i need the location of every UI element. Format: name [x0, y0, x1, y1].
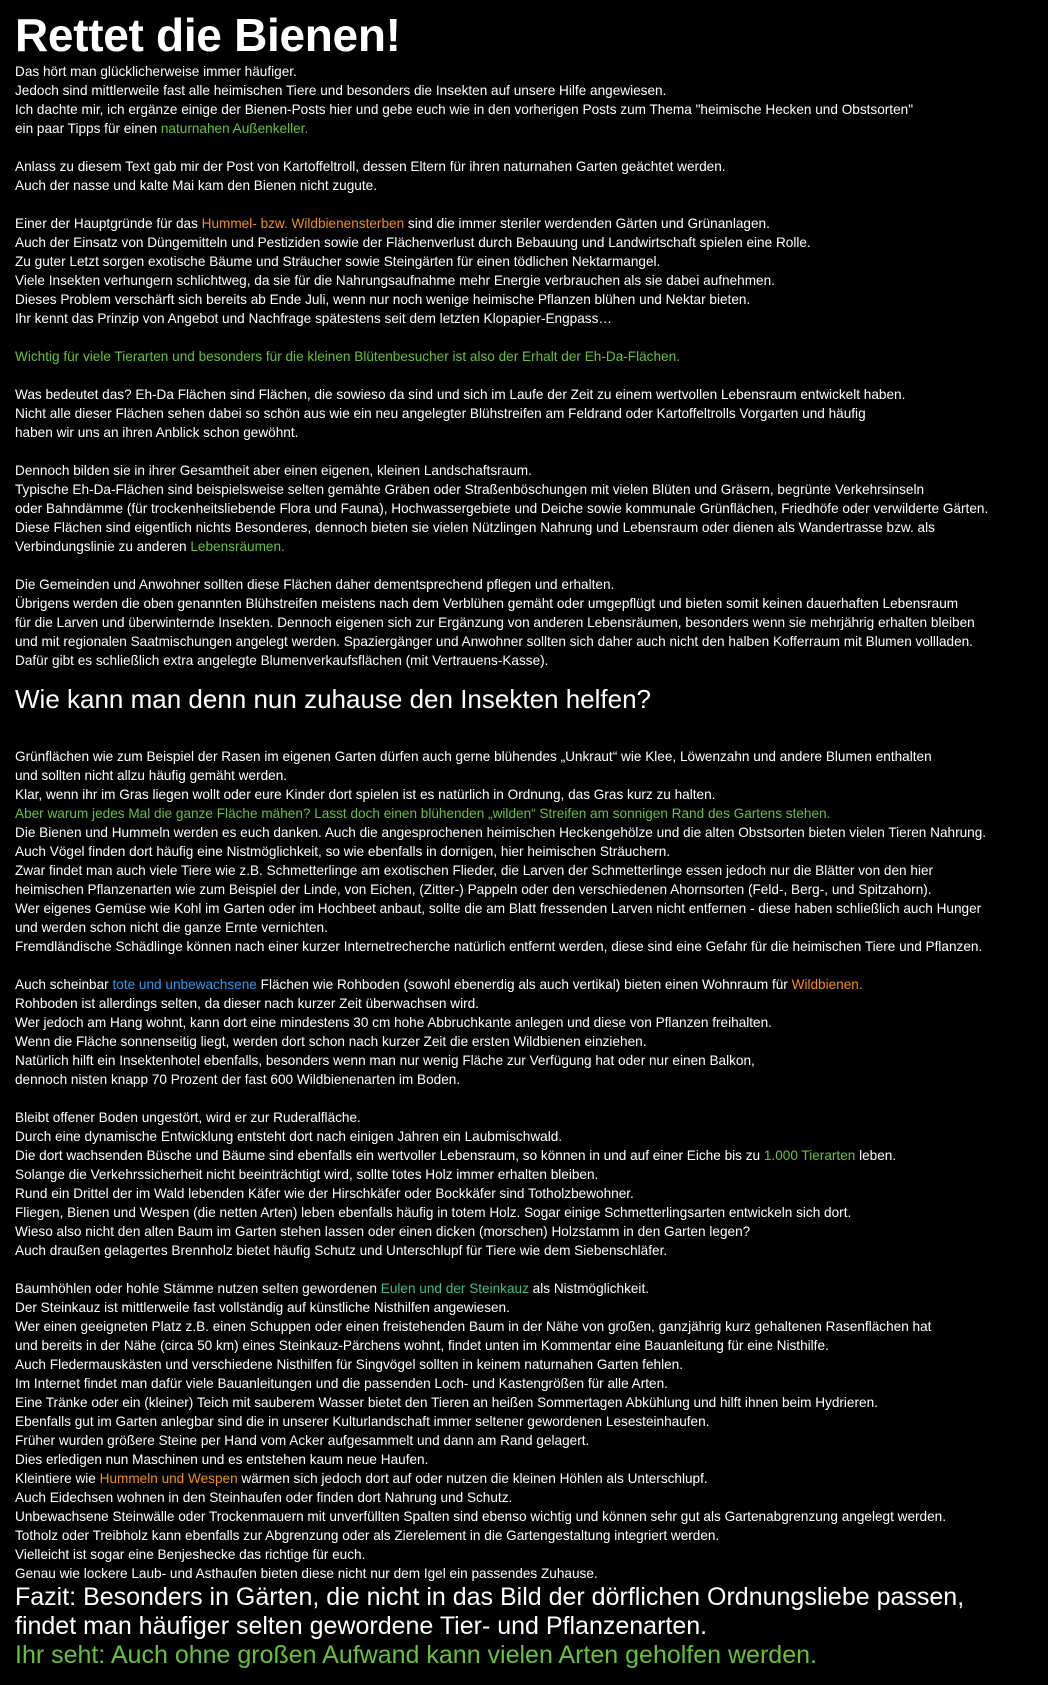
fazit-line: findet man häufiger selten gewordene Tier- und Pflanzenarten. [15, 1612, 708, 1640]
text-line: Anlass zu diesem Text gab mir der Post von Kartoffeltroll, dessen Eltern für ihren naturnahen Garten geächtet werden. [15, 159, 726, 174]
fazit [15, 1583, 1033, 1670]
text-span: Die dort wachsenden Büsche und Bäume sind ebenfalls ein wertvoller Lebensraum, so können in und auf einer Eiche bis zu [15, 1148, 764, 1163]
text-line: Früher wurden größere Steine per Hand vom Acker aufgesammelt und dann am Rand gelagert. [15, 1433, 590, 1448]
text-line [15, 1279, 1033, 1298]
text-line: Dennoch bilden sie in ihrer Gesamtheit aber einen eigenen, kleinen Landschaftsraum. [15, 463, 532, 478]
text-line: für die Larven und überwinternde Insekten. Dennoch eigenen sich zur Ergänzung von anderen Lebensräumen, besonders wenn sie mehrjährig erhalten bleiben [15, 615, 975, 630]
link-tote-unbewachsene[interactable]: tote und unbewachsene [112, 977, 257, 992]
paragraph-landschaftsraum [15, 461, 1033, 556]
text-line: Durch eine dynamische Entwicklung entsteht dort nach einigen Jahren ein Laubmischwald. [15, 1129, 563, 1144]
text-line: und werden schon nicht die ganze Ernte vernichten. [15, 920, 328, 935]
text-line: Ebenfalls gut im Garten anlegbar sind die in unserer Kulturlandschaft immer seltener gewordenen Lesesteinhaufen. [15, 1414, 710, 1429]
text-line: Das hört man glücklicherweise immer häufiger. [15, 64, 297, 79]
intro-paragraph [15, 62, 1033, 138]
text-line: Bleibt offener Boden ungestört, wird er zur Ruderalfläche. [15, 1110, 361, 1125]
text-line: Übrigens werden die oben genannten Blühstreifen meistens nach dem Verblühen gemäht oder umgepflügt und bieten somit keinen dauerhaften Lebensraum [15, 596, 959, 611]
link-wildbienen[interactable]: Wildbienen. [791, 977, 863, 992]
text-line [15, 537, 1033, 556]
text-line [15, 975, 1033, 994]
highlight-line: Wichtig für viele Tierarten und besonders für die kleinen Blütenbesucher ist also der Erhalt der Eh-Da-Flächen. [15, 349, 680, 364]
section-heading: Wie kann man denn nun zuhause den Insekten helfen? [15, 684, 652, 714]
text-line: oder Bahndämme (für trockenheitsliebende Flora und Fauna), Hochwassergebiete und Deiche sowie kommunale Grünflächen, Friedhöfe oder verwilderte Gärten. [15, 501, 989, 516]
link-naturnahen-aussenkeller[interactable]: naturnahen Außenkeller. [160, 121, 309, 136]
link-eulen-steinkauz[interactable]: Eulen und der Steinkauz [380, 1281, 529, 1296]
paragraph-gemeinden [15, 575, 1033, 670]
text-span: Baumhöhlen oder hohle Stämme nutzen selten gewordenen [15, 1281, 381, 1296]
text-line: Auch Eidechsen wohnen in den Steinhaufen oder finden dort Nahrung und Schutz. [15, 1490, 513, 1505]
paragraph-hauptgruende [15, 214, 1033, 328]
text-line: und sollten nicht allzu häufig gemäht werden. [15, 768, 288, 783]
paragraph-baumhoehlen [15, 1279, 1033, 1583]
text-line [15, 214, 1033, 233]
link-hummeln-wespen[interactable]: Hummeln und Wespen [99, 1471, 238, 1486]
text-line: Klar, wenn ihr im Gras liegen wollt oder eure Kinder dort spielen ist es natürlich in Ordnung, das Gras kurz zu halten. [15, 787, 716, 802]
text-line: Auch der nasse und kalte Mai kam den Bienen nicht zugute. [15, 178, 377, 193]
text-line: Natürlich hilft ein Insektenhotel ebenfalls, besonders wenn man nur wenig Fläche zur Verfügung hat oder nur einen Balkon, [15, 1053, 755, 1068]
text-line: Eine Tränke oder ein (kleiner) Teich mit sauberem Wasser bietet den Tieren an heißen Sommertagen Abkühlung und hilft ihnen beim Hydrieren. [15, 1395, 878, 1410]
text-line: Ich dachte mir, ich ergänze einige der Bienen-Posts hier und gebe euch wie in den vorherigen Posts zum Thema "heimische Hecken und Obstsorten" [15, 102, 914, 117]
text-line [15, 1146, 1033, 1165]
text-line: Dafür gibt es schließlich extra angelegte Blumenverkaufsflächen (mit Vertrauens-Kasse). [15, 653, 549, 668]
text-line: Die Bienen und Hummeln werden es euch danken. Auch die angesprochenen heimischen Heckengehölze und die alten Obstsorten bieten vielen Tieren Nahrung. [15, 825, 987, 840]
text-line: Fremdländische Schädlinge können nach einer kurzer Internetrecherche natürlich entfernt werden, diese sind eine Gefahr für die heimischen Tiere und Pflanzen. [15, 939, 983, 954]
text-line: Unbewachsene Steinwälle oder Trockenmauern mit unverfüllten Spalten sind ebenso wichtig und können sehr gut als Gartenabgrenzung angelegt werden. [15, 1509, 946, 1524]
text-line: Die Gemeinden und Anwohner sollten diese Flächen daher dementsprechend pflegen und erhalten. [15, 577, 615, 592]
text-line: Grünflächen wie zum Beispiel der Rasen im eigenen Garten dürfen auch gerne blühendes „Unkraut“ wie Klee, Löwenzahn und andere Blumen enthalten [15, 749, 932, 764]
text-line: Wieso also nicht den alten Baum im Garten stehen lassen oder einen dicken (morschen) Holzstamm in den Garten legen? [15, 1224, 751, 1239]
text-span: Verbindungslinie zu anderen [15, 539, 191, 554]
text-line: und mit regionalen Saatmischungen angelegt werden. Spaziergänger und Anwohner sollten sich daher auch nicht den halben Kofferraum mit Blumen vollladen. [15, 634, 973, 649]
paragraph-rohboden [15, 975, 1033, 1089]
fazit-line: Fazit: Besonders in Gärten, die nicht in das Bild der dörflichen Ordnungsliebe passen, [15, 1583, 965, 1611]
text-line [15, 1469, 1033, 1488]
text-line: Zwar findet man auch viele Tiere wie z.B. Schmetterlinge am exotischen Flieder, die Larven der Schmetterlinge essen jedoch nur die Blätter von den hier [15, 863, 934, 878]
text-line: Dieses Problem verschärft sich bereits ab Ende Juli, wenn nur noch wenige heimische Pflanzen blühen und Nektar bieten. [15, 292, 751, 307]
link-1000-tierarten[interactable]: 1.000 Tierarten [763, 1148, 856, 1163]
text-line [15, 119, 1033, 138]
text-span: Einer der Hauptgründe für das [15, 216, 202, 231]
text-span: Flächen wie Rohboden (sowohl ebenerdig als auch vertikal) bieten einen Wohnraum für [256, 977, 792, 992]
text-line: Solange die Verkehrssicherheit nicht beeinträchtigt wird, sollte totes Holz immer erhalten bleiben. [15, 1167, 599, 1182]
text-line: Rohboden ist allerdings selten, da dieser nach kurzer Zeit überwachsen wird. [15, 996, 479, 1011]
text-span: wärmen sich jedoch dort auf oder nutzen die kleinen Höhlen als Unterschlupf. [237, 1471, 708, 1486]
link-wildbienensterben[interactable]: Hummel- bzw. Wildbienensterben [201, 216, 405, 231]
fazit-highlight-line: Ihr seht: Auch ohne großen Aufwand kann vielen Arten geholfen werden. [15, 1641, 817, 1669]
text-line: Jedoch sind mittlerweile fast alle heimischen Tiere und besonders die Insekten auf unsere Hilfe angewiesen. [15, 83, 667, 98]
text-line: Im Internet findet man dafür viele Bauanleitungen und die passenden Loch- und Kastengrößen für alle Arten. [15, 1376, 668, 1391]
text-line: Dies erledigen nun Maschinen und es entstehen kaum neue Haufen. [15, 1452, 429, 1467]
text-line: Typische Eh-Da-Flächen sind beispielsweise selten gemähte Gräben oder Straßenböschungen mit vielen Blüten und Gräsern, begrünte Verkehrsinseln [15, 482, 925, 497]
text-line: Auch draußen gelagertes Brennholz bietet häufig Schutz und Unterschlupf für Tiere wie dem Siebenschläfer. [15, 1243, 668, 1258]
text-line: Genau wie lockere Laub- und Asthaufen bieten diese nicht nur dem Igel ein passendes Zuhause. [15, 1566, 598, 1581]
text-line: Wenn die Fläche sonnenseitig liegt, werden dort schon nach kurzer Zeit die ersten Wildbienen einziehen. [15, 1034, 647, 1049]
paragraph-wichtig [15, 347, 1033, 366]
text-span: ein paar Tipps für einen [15, 121, 161, 136]
text-line: haben wir uns an ihren Anblick schon gewöhnt. [15, 425, 299, 440]
text-span: als Nistmöglichkeit. [528, 1281, 650, 1296]
paragraph-ruderalflaeche [15, 1108, 1033, 1260]
highlight-line: Aber warum jedes Mal die ganze Fläche mähen? Lasst doch einen blühenden „wilden“ Streifen am sonnigen Rand des Gartens stehen. [15, 806, 831, 821]
text-line: dennoch nisten knapp 70 Prozent der fast 600 Wildbienenarten im Boden. [15, 1072, 461, 1087]
text-line: Auch Vögel finden dort häufig eine Nistmöglichkeit, so wie ebenfalls in dornigen, hier heimischen Sträuchern. [15, 844, 671, 859]
text-line: Totholz oder Treibholz kann ebenfalls zur Abgrenzung oder als Zierelement in die Gartengestaltung integriert werden. [15, 1528, 720, 1543]
text-span: Kleintiere wie [15, 1471, 100, 1486]
text-line: Diese Flächen sind eigentlich nichts Besonderes, dennoch bieten sie vielen Nützlingen Nahrung und Lebensraum oder dienen als Wandertrasse bzw. als [15, 520, 935, 535]
text-line: Was bedeutet das? Eh-Da Flächen sind Flächen, die sowieso da sind und sich im Laufe der Zeit zu einem wertvollen Lebensraum entwickelt haben. [15, 387, 906, 402]
paragraph-eh-da [15, 385, 1033, 442]
text-line: Vielleicht ist sogar eine Benjeshecke das richtige für euch. [15, 1547, 366, 1562]
text-line: Auch Fledermauskästen und verschiedene Nisthilfen für Singvögel sollten in keinem naturnahen Garten fehlen. [15, 1357, 683, 1372]
text-line: Nicht alle dieser Flächen sehen dabei so schön aus wie ein neu angelegter Blühstreifen am Feldrand oder Kartoffeltrolls Vorgarten und häufig [15, 406, 866, 421]
paragraph-gruenflaechen [15, 747, 1033, 956]
text-line: Der Steinkauz ist mittlerweile fast vollständig auf künstliche Nisthilfen angewiesen. [15, 1300, 510, 1315]
text-line: Wer eigenes Gemüse wie Kohl im Garten oder im Hochbeet anbaut, sollte die am Blatt fressenden Larven nicht entfernen - diese haben schließlich auch Hunger [15, 901, 982, 916]
text-line: Fliegen, Bienen und Wespen (die netten Arten) leben ebenfalls häufig in totem Holz. Sogar einige Schmetterlingsarten entwickeln sich dort. [15, 1205, 852, 1220]
text-line: Rund ein Drittel der im Wald lebenden Käfer wie der Hirschkäfer oder Bockkäfer sind Totholzbewohner. [15, 1186, 634, 1201]
link-lebensraeumen[interactable]: Lebensräumen. [190, 539, 285, 554]
text-line: Auch der Einsatz von Düngemitteln und Pestiziden sowie der Flächenverlust durch Bebauung und Landwirtschaft spielen eine Rolle. [15, 235, 811, 250]
text-line: Wer einen geeigneten Platz z.B. einen Schuppen oder einen freistehenden Baum in der Nähe von großen, ganzjährig kurz gehaltenen Rasenflächen hat [15, 1319, 932, 1334]
text-line: Zu guter Letzt sorgen exotische Bäume und Sträucher sowie Steingärten für einen tödlichen Nektarmangel. [15, 254, 661, 269]
text-line: Ihr kennt das Prinzip von Angebot und Nachfrage spätestens seit dem letzten Klopapier-Engpass… [15, 311, 612, 326]
paragraph-anlass [15, 157, 1033, 195]
text-span: sind die immer steriler werdenden Gärten und Grünanlagen. [404, 216, 770, 231]
text-span: leben. [855, 1148, 897, 1163]
text-span: Auch scheinbar [15, 977, 113, 992]
text-line: und bereits in der Nähe (circa 50 km) eines Steinkauz-Pärchens wohnt, findet unten im Kommentar eine Bauanleitung für eine Nisthilfe. [15, 1338, 829, 1353]
page-title: Rettet die Bienen! [15, 9, 401, 61]
text-line: Wer jedoch am Hang wohnt, kann dort eine mindestens 30 cm hohe Abbruchkante anlegen und diese von Pflanzen freihalten. [15, 1015, 772, 1030]
text-line: heimischen Pflanzenarten wie zum Beispiel der Linde, von Eichen, (Zitter-) Pappeln oder den verschiedenen Ahornsorten (Feld-, Berg-, und Spitzahorn). [15, 882, 932, 897]
text-line: Viele Insekten verhungern schlichtweg, da sie für die Nahrungsaufnahme mehr Energie verbrauchen als sie dabei aufnehmen. [15, 273, 775, 288]
